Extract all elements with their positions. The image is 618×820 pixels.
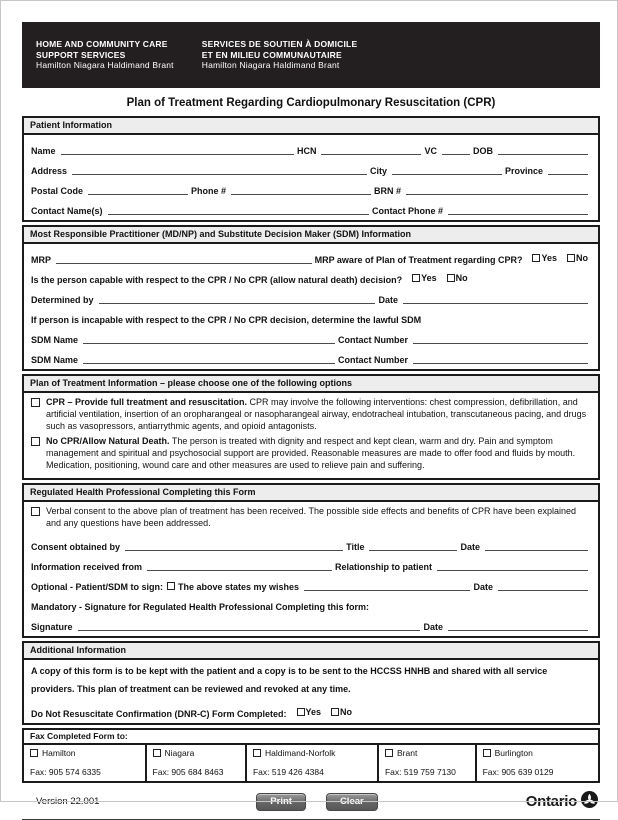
fill-line[interactable] (413, 333, 588, 344)
fax-office-checkbox[interactable] (253, 749, 261, 757)
form-line (31, 612, 591, 632)
paragraph-text: CPR – Provide full treatment and resuscitation. CPR may involve the following interventions: chest compression, defibrillation, and artificial ventilation, insertion of an oropharangeal or nasopharangeal airway, endotracheal intubation, transcutaneous pacing, and drugs such as vasopressors, antiarrythmic agents, and opioid antagonists. (46, 397, 587, 431)
fill-line[interactable] (548, 164, 588, 175)
checkbox-yes[interactable] (297, 707, 322, 717)
field-label: Province (504, 166, 543, 176)
fax-office-name-row (153, 748, 239, 758)
fill-line[interactable] (83, 333, 335, 344)
form-line (31, 196, 591, 216)
field-label: Contact Number (337, 355, 408, 365)
form-line (31, 245, 591, 265)
form-line (31, 572, 591, 592)
field-label: Name (31, 146, 56, 156)
fill-line[interactable] (83, 353, 335, 364)
section-body (24, 660, 598, 723)
fax-office-brant (377, 745, 475, 781)
field-label: Phone # (191, 186, 227, 196)
fax-number: Fax: 519 759 7130 (384, 766, 456, 777)
checkbox-no-box[interactable] (567, 254, 575, 262)
fill-line[interactable] (403, 293, 588, 304)
section-header: Plan of Treatment Information – please choose one of the following options (24, 376, 598, 393)
field-label: The above states my wishes (178, 581, 300, 592)
fax-office-burlington (475, 745, 598, 781)
field-label: Contact Number (337, 335, 408, 345)
masthead-french (202, 39, 358, 71)
masthead-en-line3: Hamilton Niagara Haldimand Brant (36, 60, 174, 71)
form-sections (22, 116, 600, 725)
paragraph-text: Verbal consent to the above plan of treatment has been received. The possible side effects and benefits of CPR have been explained and any questions have been addressed. (46, 505, 577, 528)
field-label: If person is incapable with respect to the CPR / No CPR decision, determine the lawful SDM (31, 315, 422, 325)
field-label: Contact Phone # (371, 206, 443, 216)
fax-number: Fax: 519 426 4384 (252, 766, 324, 777)
option-checkbox[interactable] (31, 507, 40, 516)
inline-checkbox[interactable] (167, 582, 175, 590)
field-label: Mandatory - Signature for Regulated Health Professional Completing this form: (31, 601, 370, 612)
field-label: Postal Code (31, 186, 84, 196)
ontario-wordmark: Ontario (525, 793, 577, 811)
form-line (31, 325, 591, 345)
section-header: Patient Information (24, 118, 598, 135)
field-label: BRN # (374, 186, 402, 196)
section-header: Regulated Health Professional Completing this Form (24, 485, 598, 502)
field-label: HCN (296, 146, 317, 156)
fax-office-name: Hamilton (42, 747, 76, 758)
fax-table-label: Fax Completed Form to: (24, 730, 598, 745)
field-label: DOB (473, 146, 493, 156)
checkbox-no[interactable] (447, 273, 468, 283)
field-label: Relationship to patient (335, 561, 433, 572)
fill-line[interactable] (392, 164, 502, 175)
fax-office-checkbox[interactable] (385, 749, 393, 757)
fill-line[interactable] (88, 184, 188, 195)
field-label: Do Not Resuscitate Confirmation (DNR-C) Form Completed: (31, 708, 287, 719)
fax-office-checkbox[interactable] (483, 749, 491, 757)
fax-office-niagara (145, 745, 245, 781)
option-checkbox[interactable] (31, 398, 40, 407)
fill-line[interactable] (321, 144, 421, 155)
form-line (31, 265, 591, 285)
section-mrp-sdm-information (22, 225, 600, 371)
checkbox-label: Yes (305, 706, 322, 717)
print-button[interactable]: Print (256, 793, 306, 811)
checkbox-yes-box[interactable] (297, 708, 305, 716)
masthead-english (36, 39, 174, 71)
fill-line[interactable] (485, 540, 588, 551)
checkbox-no-box[interactable] (331, 708, 339, 716)
section-patient-information (22, 116, 600, 222)
fill-line[interactable] (448, 204, 588, 215)
field-label: Signature (31, 621, 73, 632)
fill-line[interactable] (99, 293, 376, 304)
field-label: Determined by (31, 295, 94, 305)
section-body (24, 135, 598, 220)
field-label: Address (31, 166, 68, 176)
form-line (31, 552, 591, 572)
form-line (31, 156, 591, 176)
section-body (24, 244, 598, 369)
form-line (31, 592, 591, 612)
option-paragraph (31, 662, 591, 699)
field-label: SDM Name (31, 355, 79, 365)
checkbox-yes-box[interactable] (532, 254, 540, 262)
form-line (31, 305, 591, 325)
fill-line[interactable] (147, 560, 332, 571)
fill-line[interactable] (78, 620, 421, 631)
checkbox-no-box[interactable] (447, 274, 455, 282)
checkbox-label: Yes (541, 253, 557, 263)
version-text: Version 22.001 (36, 796, 100, 808)
masthead (22, 22, 600, 88)
fax-office-hamilton (24, 745, 145, 781)
fill-line[interactable] (61, 144, 294, 155)
fill-line[interactable] (108, 204, 369, 215)
masthead-fr-line1: SERVICES DE SOUTIEN À DOMICILE (201, 39, 358, 50)
fax-office-name: Niagara (164, 747, 195, 758)
fax-office-name: Brant (396, 747, 418, 758)
checkbox-yes[interactable] (532, 253, 557, 263)
fill-line[interactable] (56, 253, 312, 264)
fill-line[interactable] (304, 580, 470, 591)
field-label: Is the person capable with respect to the CPR / No CPR (allow natural death) decision? (31, 275, 403, 285)
form-line (31, 176, 591, 196)
field-label: MRP (31, 255, 51, 265)
fax-office-name-row (253, 748, 371, 758)
fill-line[interactable] (413, 353, 588, 364)
field-label: VC (424, 146, 437, 156)
section-header: Additional Information (24, 643, 598, 660)
fax-office-checkbox[interactable] (30, 749, 38, 757)
checkbox-label: No (340, 706, 353, 717)
fax-office-name: Haldimand-Norfolk (264, 747, 336, 758)
field-label: Date (460, 541, 480, 552)
section-regulated-health-professional (22, 483, 600, 638)
field-label: Date (378, 295, 398, 305)
fill-line[interactable] (231, 184, 371, 195)
form-line (31, 532, 591, 552)
field-label: City (369, 166, 387, 176)
form-line (31, 136, 591, 156)
form-title: Plan of Treatment Regarding Cardiopulmonary Resuscitation (CPR) (126, 97, 496, 109)
field-label: Date (473, 581, 493, 592)
option-paragraph (31, 397, 591, 433)
field-label: SDM Name (31, 335, 79, 345)
fill-line[interactable] (369, 540, 457, 551)
paragraph-text: A copy of this form is to be kept with the patient and a copy is to be sent to the HCCSS HNHB and shared with all service providers. This plan of treatment can be reviewed and revoked at any time. (31, 665, 548, 695)
checkbox-yes-box[interactable] (412, 274, 420, 282)
fax-number: Fax: 905 639 0129 (482, 766, 554, 777)
checkbox-yes[interactable] (412, 273, 437, 283)
fill-line[interactable] (406, 184, 588, 195)
section-additional-information (22, 641, 600, 725)
masthead-en-line1: HOME AND COMMUNITY CARE (36, 39, 168, 50)
fill-line[interactable] (498, 144, 588, 155)
field-label: Contact Name(s) (31, 206, 103, 216)
fax-office-name: Burlington (494, 747, 533, 758)
section-header: Most Responsible Practitioner (MD/NP) and Substitute Decision Maker (SDM) Information (24, 227, 598, 244)
fax-number: Fax: 905 574 6335 (30, 766, 101, 777)
form-line (31, 701, 591, 719)
masthead-fr-line2: ET EN MILIEU COMMUNAUTAIRE (201, 49, 342, 60)
field-label: Optional - Patient/SDM to sign: (31, 581, 163, 592)
clear-button[interactable]: Clear (326, 793, 378, 811)
section-body (24, 393, 598, 478)
fill-line[interactable] (125, 540, 343, 551)
fax-office-haldimand-norfolk (245, 745, 377, 781)
option-paragraph (31, 506, 591, 530)
form-line (31, 345, 591, 365)
form-line (31, 285, 591, 305)
field-label: Consent obtained by (31, 541, 121, 552)
paragraph-text: No CPR/Allow Natural Death. The person is treated with dignity and respect and kept clean, warm and dry. Pain and symptom management and spiritual and psychosocial support are provided. Reasonable measures are made to offer food and fluids by mouth. Medication, positioning, wound care and other measures are used to relieve pain and suffering. (46, 435, 576, 470)
fax-office-name-row (30, 748, 139, 758)
field-label: Information received from (31, 561, 143, 572)
section-plan-of-treatment-options (22, 374, 600, 480)
fill-line[interactable] (437, 560, 588, 571)
masthead-en-line2: SUPPORT SERVICES (36, 49, 126, 60)
fill-line[interactable] (442, 144, 470, 155)
fax-office-name-row (385, 748, 469, 758)
fax-table (22, 728, 600, 783)
fax-number: Fax: 905 684 8463 (152, 766, 224, 777)
checkbox-label: No (455, 273, 468, 283)
checkbox-label: No (576, 253, 588, 263)
fax-offices (24, 745, 598, 781)
checkbox-no[interactable] (567, 253, 588, 263)
checkbox-no[interactable] (331, 707, 352, 717)
fax-office-name-row (483, 748, 592, 758)
fill-line[interactable] (448, 620, 588, 631)
fill-line[interactable] (498, 580, 588, 591)
option-checkbox[interactable] (31, 437, 40, 446)
section-body (24, 502, 598, 636)
fax-office-checkbox[interactable] (153, 749, 161, 757)
field-label: Title (346, 541, 365, 552)
field-label: Date (423, 621, 443, 632)
fill-line[interactable] (72, 164, 367, 175)
footer-divider (22, 819, 600, 820)
field-label: MRP aware of Plan of Treatment regarding CPR? (314, 255, 523, 265)
option-paragraph (31, 436, 591, 472)
checkbox-label: Yes (421, 273, 437, 283)
masthead-fr-line3: Hamilton Niagara Haldimand Brant (201, 60, 340, 71)
